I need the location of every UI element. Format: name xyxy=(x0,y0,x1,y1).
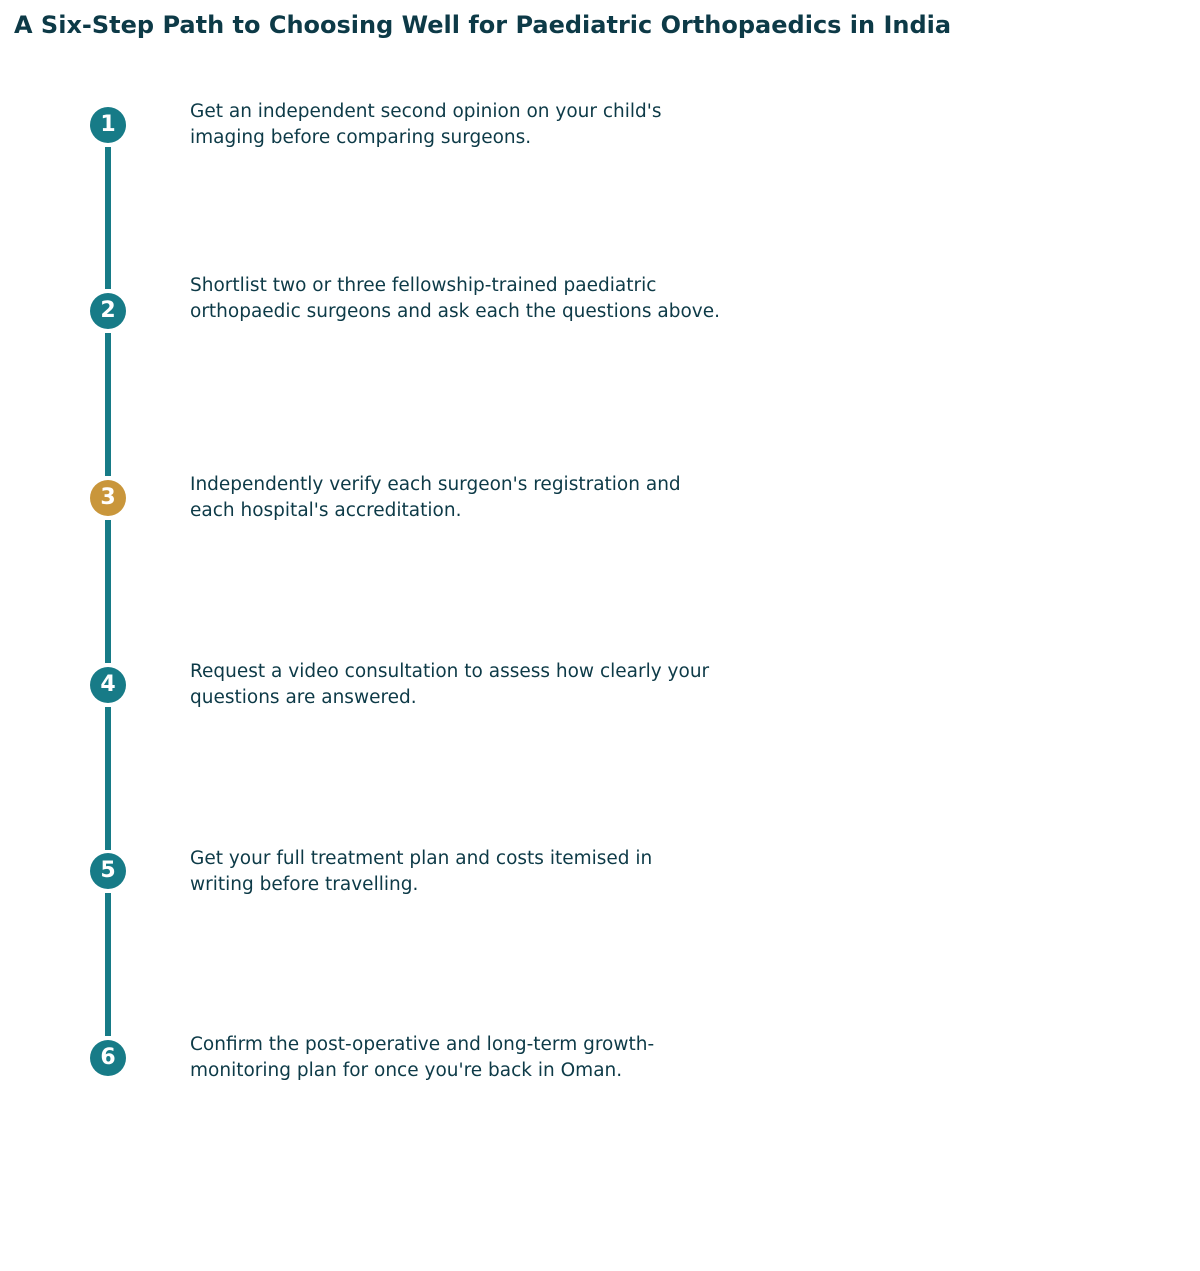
step-description: Get your full treatment plan and costs itemised in writing before travelling. xyxy=(190,848,653,895)
step-description: Get an independent second opinion on your child's imaging before comparing surgeons. xyxy=(190,101,662,148)
timeline-connector xyxy=(105,333,111,476)
timeline-connector xyxy=(105,520,111,663)
step-number-badge: 1 xyxy=(90,107,126,143)
step-number-badge-highlighted: 3 xyxy=(90,480,126,516)
step-number-badge: 2 xyxy=(90,293,126,329)
timeline-connector xyxy=(105,147,111,289)
step-description: Request a video consultation to assess how clearly your questions are answered. xyxy=(190,661,710,708)
step-number-badge: 5 xyxy=(90,853,126,889)
step-number-badge: 6 xyxy=(90,1040,126,1076)
step-description: Shortlist two or three fellowship-trained paediatric orthopaedic surgeons and ask each the questions above. xyxy=(190,275,720,322)
timeline-connector xyxy=(105,893,111,1036)
step-number-badge: 4 xyxy=(90,667,126,703)
step-description: Independently verify each surgeon's registration and each hospital's accreditation. xyxy=(190,474,681,521)
timeline-connector xyxy=(105,707,111,850)
page-title: A Six-Step Path to Choosing Well for Paediatric Orthopaedics in India xyxy=(14,11,952,39)
step-description: Confirm the post-operative and long-term growth-monitoring plan for once you're back in Oman. xyxy=(190,1034,655,1081)
